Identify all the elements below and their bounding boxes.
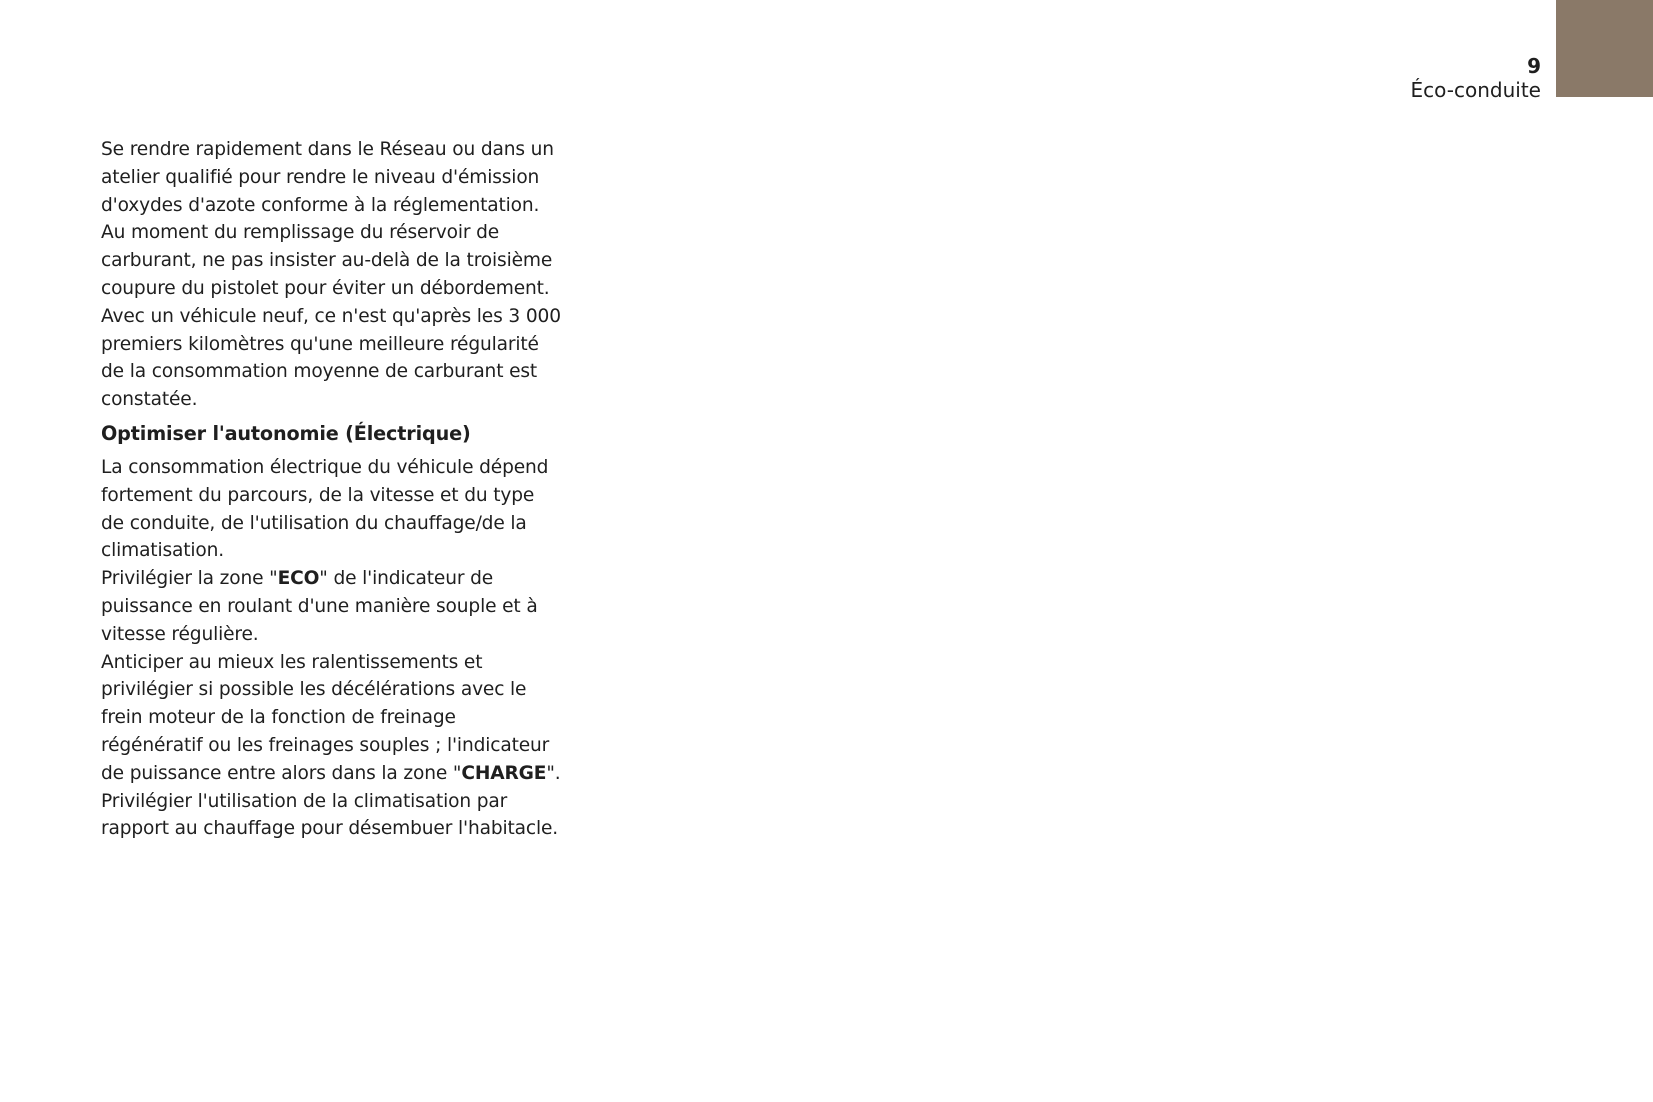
charge-text-after: ". (546, 762, 561, 784)
paragraph-air-conditioning: Privilégier l'utilisation de la climatisation par rapport au chauffage pour désembuer l'habitacle. (101, 790, 559, 840)
paragraph-new-vehicle: Avec un véhicule neuf, ce n'est qu'après les 3 000 premiers kilomètres qu'une meilleure régularité de la consommation moyenne de carburant est constatée. (101, 305, 561, 411)
section-heading: Optimiser l'autonomie (Électrique) (101, 421, 471, 445)
paragraph-eco-zone (101, 565, 561, 648)
eco-text-before: Privilégier la zone " (101, 568, 278, 590)
page-number: 9 (1527, 54, 1541, 78)
paragraph-electric-consumption: La consommation électrique du véhicule dépend fortement du parcours, de la vitesse et du type de conduite, de l'utilisation du chauffage/de la climatisation. (101, 456, 549, 562)
chapter-title: Éco-conduite (1410, 78, 1541, 102)
page-header (1411, 54, 1541, 102)
chapter-color-tab (1556, 0, 1653, 97)
charge-keyword: CHARGE (461, 762, 547, 784)
paragraph-charge-zone (101, 649, 561, 788)
eco-keyword: ECO (277, 568, 320, 590)
paragraph-nox-emission: Se rendre rapidement dans le Réseau ou dans un atelier qualifié pour rendre le niveau d'émission d'oxydes d'azote conforme à la réglementation. (101, 139, 554, 216)
charge-text-before: Anticiper au mieux les ralentissements et privilégier si possible les décélérations avec le frein moteur de la fonction de freinage régénératif ou les freinages souples ; l'indicateur de puissance entre alors dans la zone " (101, 651, 550, 784)
eco-text-after: " de l'indicateur de puissance en roulant d'une manière souple et à vitesse régulière. (101, 568, 538, 645)
paragraph-fuel-filling: Au moment du remplissage du réservoir de carburant, ne pas insister au-delà de la troisième coupure du pistolet pour éviter un débordement. (101, 222, 553, 299)
main-text-column (101, 136, 561, 843)
